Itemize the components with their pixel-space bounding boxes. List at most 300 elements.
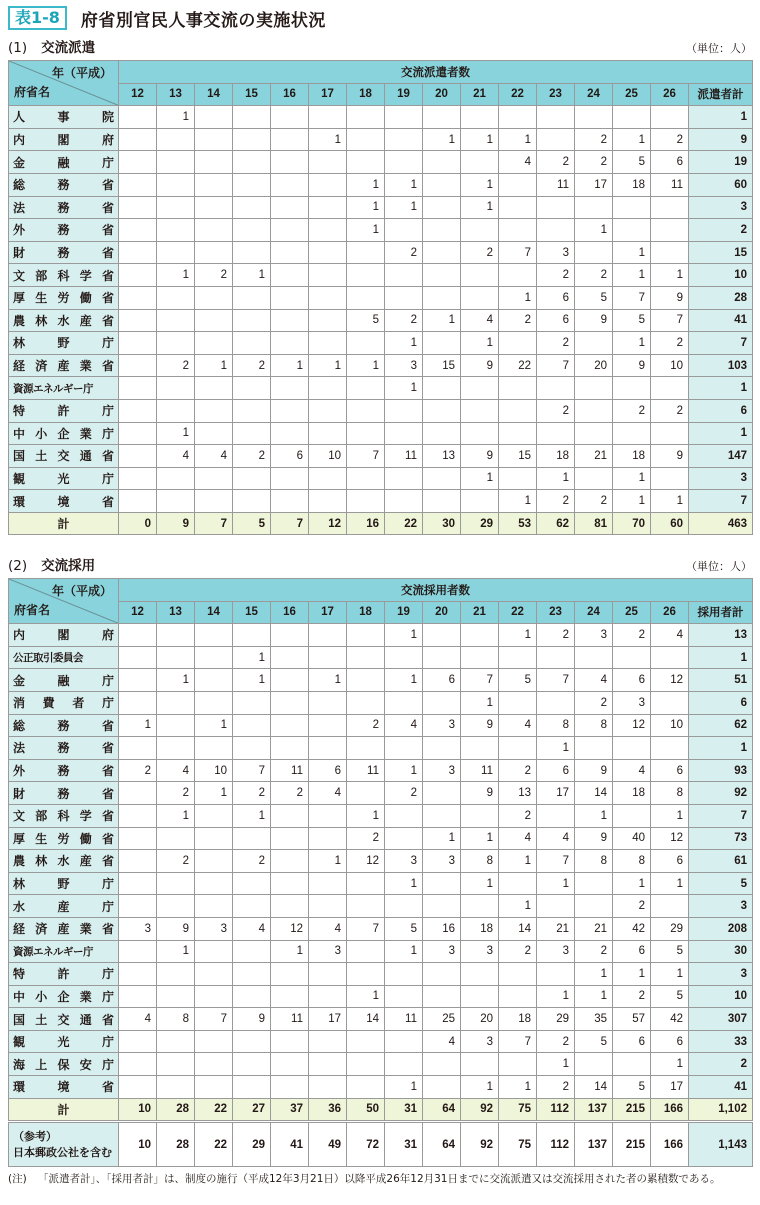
value-cell	[385, 399, 423, 422]
value-cell: 4	[119, 1008, 157, 1031]
value-cell	[499, 691, 537, 714]
year-axis-label: 年（平成）	[51, 66, 112, 80]
value-cell	[157, 309, 195, 332]
ministry-name: 人 事 院	[9, 106, 119, 129]
value-cell	[423, 985, 461, 1008]
table-row	[9, 963, 753, 986]
year-header: 21	[461, 83, 499, 106]
value-cell	[651, 377, 689, 400]
value-cell	[575, 1053, 613, 1076]
value-cell	[499, 377, 537, 400]
value-cell: 6	[271, 445, 309, 468]
value-cell: 9	[461, 714, 499, 737]
ministry-name: 資源エネルギー庁	[9, 940, 119, 963]
value-cell	[499, 106, 537, 129]
table-row	[9, 782, 753, 805]
value-cell	[423, 737, 461, 760]
value-cell: 2	[233, 782, 271, 805]
year-header: 16	[271, 83, 309, 106]
sum-cell: 30	[423, 512, 461, 535]
value-cell	[195, 422, 233, 445]
value-cell	[613, 737, 651, 760]
value-cell: 1	[499, 286, 537, 309]
sum-cell: 50	[347, 1098, 385, 1121]
value-cell: 2	[195, 264, 233, 287]
year-header: 13	[157, 601, 195, 624]
value-cell: 7	[195, 1008, 233, 1031]
ministry-name: 特 許 庁	[9, 399, 119, 422]
value-cell	[271, 669, 309, 692]
value-cell: 2	[499, 309, 537, 332]
value-cell: 9	[575, 827, 613, 850]
row-total: 3	[689, 196, 753, 219]
value-cell: 1	[271, 354, 309, 377]
ministry-name: 消 費 者 庁	[9, 691, 119, 714]
value-cell	[271, 714, 309, 737]
sum-cell: 60	[651, 512, 689, 535]
value-cell: 1	[651, 1053, 689, 1076]
value-cell	[233, 151, 271, 174]
value-cell	[651, 422, 689, 445]
value-cell	[651, 196, 689, 219]
value-cell	[347, 1076, 385, 1099]
value-cell: 5	[651, 985, 689, 1008]
value-cell	[613, 1053, 651, 1076]
value-cell	[347, 151, 385, 174]
value-cell: 16	[423, 917, 461, 940]
value-cell	[347, 128, 385, 151]
value-cell: 2	[575, 940, 613, 963]
group-header: 交流採用者数	[119, 579, 753, 602]
value-cell: 1	[537, 985, 575, 1008]
value-cell: 12	[651, 669, 689, 692]
table-row	[9, 804, 753, 827]
table-row	[9, 106, 753, 129]
value-cell	[119, 804, 157, 827]
value-cell	[423, 1076, 461, 1099]
sum-cell: 215	[613, 1098, 651, 1121]
section2-unit: （単位：人）	[686, 560, 752, 573]
ministry-name: 外 務 省	[9, 759, 119, 782]
year-header: 23	[537, 601, 575, 624]
total-header: 派遣者計	[689, 83, 753, 106]
value-cell: 6	[537, 759, 575, 782]
value-cell	[271, 1053, 309, 1076]
year-header: 19	[385, 83, 423, 106]
value-cell	[461, 151, 499, 174]
value-cell	[423, 963, 461, 986]
value-cell: 1	[461, 1076, 499, 1099]
value-cell	[271, 691, 309, 714]
value-cell	[499, 219, 537, 242]
value-cell	[195, 399, 233, 422]
sum-cell: 166	[651, 1098, 689, 1121]
value-cell: 12	[271, 917, 309, 940]
table-row	[9, 850, 753, 873]
value-cell	[499, 985, 537, 1008]
value-cell: 3	[119, 917, 157, 940]
sum-cell: 92	[461, 1098, 499, 1121]
value-cell	[613, 106, 651, 129]
value-cell	[385, 691, 423, 714]
ministry-name: 総 務 省	[9, 714, 119, 737]
value-cell	[347, 286, 385, 309]
value-cell: 3	[385, 354, 423, 377]
value-cell	[309, 377, 347, 400]
value-cell	[119, 264, 157, 287]
value-cell	[347, 1053, 385, 1076]
year-header: 15	[233, 601, 271, 624]
value-cell	[119, 872, 157, 895]
value-cell: 4	[499, 714, 537, 737]
value-cell: 3	[195, 917, 233, 940]
value-cell	[157, 624, 195, 647]
value-cell: 2	[613, 985, 651, 1008]
value-cell: 8	[575, 714, 613, 737]
value-cell: 1	[157, 669, 195, 692]
value-cell	[157, 714, 195, 737]
value-cell: 2	[385, 241, 423, 264]
value-cell	[271, 895, 309, 918]
value-cell	[157, 985, 195, 1008]
value-cell: 1	[233, 804, 271, 827]
reference-cell: 28	[157, 1123, 195, 1167]
value-cell: 7	[537, 850, 575, 873]
value-cell	[347, 872, 385, 895]
value-cell	[461, 219, 499, 242]
value-cell: 7	[499, 1030, 537, 1053]
value-cell: 1	[613, 963, 651, 986]
value-cell	[195, 490, 233, 513]
value-cell	[271, 827, 309, 850]
year-header: 13	[157, 83, 195, 106]
ministry-name: 内 閣 府	[9, 624, 119, 647]
value-cell: 5	[651, 940, 689, 963]
value-cell: 1	[575, 219, 613, 242]
value-cell: 18	[613, 173, 651, 196]
value-cell	[309, 985, 347, 1008]
value-cell: 7	[347, 917, 385, 940]
value-cell	[499, 399, 537, 422]
value-cell	[385, 737, 423, 760]
value-cell	[271, 850, 309, 873]
table-row	[9, 1053, 753, 1076]
value-cell	[537, 691, 575, 714]
value-cell: 4	[423, 1030, 461, 1053]
value-cell: 9	[461, 782, 499, 805]
value-cell	[537, 377, 575, 400]
value-cell	[271, 173, 309, 196]
ministry-name: 資源エネルギー庁	[9, 377, 119, 400]
value-cell: 6	[651, 850, 689, 873]
value-cell	[233, 1076, 271, 1099]
value-cell	[271, 377, 309, 400]
value-cell	[271, 1030, 309, 1053]
sum-cell: 75	[499, 1098, 537, 1121]
value-cell	[423, 1053, 461, 1076]
row-total: 51	[689, 669, 753, 692]
value-cell	[119, 467, 157, 490]
row-total: 60	[689, 173, 753, 196]
ministry-name: 観 光 庁	[9, 467, 119, 490]
value-cell	[195, 624, 233, 647]
value-cell: 1	[651, 963, 689, 986]
value-cell	[157, 128, 195, 151]
section1-title: 交流派遣	[41, 40, 96, 56]
value-cell	[499, 196, 537, 219]
value-cell: 5	[347, 309, 385, 332]
sum-cell: 9	[157, 512, 195, 535]
value-cell: 8	[651, 782, 689, 805]
value-cell	[233, 399, 271, 422]
value-cell: 7	[651, 309, 689, 332]
ministry-name: 内 閣 府	[9, 128, 119, 151]
table-row	[9, 759, 753, 782]
year-header: 20	[423, 83, 461, 106]
value-cell	[119, 669, 157, 692]
value-cell: 2	[499, 759, 537, 782]
value-cell	[461, 377, 499, 400]
value-cell	[157, 1053, 195, 1076]
value-cell	[233, 985, 271, 1008]
value-cell: 6	[613, 940, 651, 963]
value-cell	[309, 219, 347, 242]
value-cell	[385, 1030, 423, 1053]
value-cell	[575, 241, 613, 264]
value-cell	[423, 624, 461, 647]
value-cell: 1	[233, 669, 271, 692]
value-cell: 4	[651, 624, 689, 647]
table-row	[9, 895, 753, 918]
row-total: 33	[689, 1030, 753, 1053]
year-header: 15	[233, 83, 271, 106]
value-cell	[347, 399, 385, 422]
value-cell	[233, 128, 271, 151]
value-cell: 1	[651, 804, 689, 827]
value-cell: 9	[157, 917, 195, 940]
value-cell: 35	[575, 1008, 613, 1031]
value-cell: 2	[347, 714, 385, 737]
ministry-name: 厚 生 労 働 省	[9, 827, 119, 850]
value-cell	[385, 827, 423, 850]
value-cell: 5	[575, 1030, 613, 1053]
value-cell: 2	[233, 445, 271, 468]
value-cell	[119, 399, 157, 422]
value-cell	[271, 624, 309, 647]
row-total: 3	[689, 963, 753, 986]
value-cell: 1	[613, 264, 651, 287]
value-cell	[271, 219, 309, 242]
value-cell	[651, 646, 689, 669]
recruitment-table	[8, 578, 753, 1121]
value-cell	[347, 106, 385, 129]
value-cell: 4	[157, 759, 195, 782]
value-cell: 5	[613, 309, 651, 332]
table-row	[9, 872, 753, 895]
value-cell	[195, 286, 233, 309]
table-row	[9, 332, 753, 355]
year-header: 24	[575, 601, 613, 624]
value-cell: 9	[461, 354, 499, 377]
reference-cell: 10	[119, 1123, 157, 1167]
value-cell: 2	[613, 399, 651, 422]
row-total: 73	[689, 827, 753, 850]
value-cell: 2	[575, 691, 613, 714]
value-cell: 4	[157, 445, 195, 468]
value-cell: 4	[233, 917, 271, 940]
value-cell	[309, 646, 347, 669]
value-cell	[195, 872, 233, 895]
value-cell	[651, 467, 689, 490]
reference-cell: 166	[651, 1123, 689, 1167]
year-header: 25	[613, 83, 651, 106]
year-header: 26	[651, 83, 689, 106]
value-cell	[119, 490, 157, 513]
ministry-name: 金 融 庁	[9, 151, 119, 174]
value-cell	[575, 872, 613, 895]
value-cell	[233, 309, 271, 332]
year-header: 20	[423, 601, 461, 624]
value-cell	[157, 963, 195, 986]
value-cell	[119, 963, 157, 986]
value-cell: 1	[499, 128, 537, 151]
value-cell	[309, 1053, 347, 1076]
value-cell	[195, 106, 233, 129]
row-total: 15	[689, 241, 753, 264]
row-total: 5	[689, 872, 753, 895]
ministry-name: 法 務 省	[9, 196, 119, 219]
value-cell: 6	[651, 151, 689, 174]
row-total: 208	[689, 917, 753, 940]
value-cell	[423, 490, 461, 513]
value-cell	[309, 173, 347, 196]
value-cell	[309, 804, 347, 827]
value-cell	[233, 963, 271, 986]
value-cell	[157, 827, 195, 850]
value-cell	[461, 895, 499, 918]
value-cell: 8	[461, 850, 499, 873]
value-cell: 1	[651, 264, 689, 287]
value-cell	[461, 106, 499, 129]
value-cell: 1	[119, 714, 157, 737]
value-cell: 42	[651, 1008, 689, 1031]
value-cell	[157, 467, 195, 490]
table-row	[9, 714, 753, 737]
table-row	[9, 173, 753, 196]
value-cell	[119, 737, 157, 760]
value-cell: 2	[575, 490, 613, 513]
row-total: 7	[689, 332, 753, 355]
year-header: 22	[499, 601, 537, 624]
value-cell	[461, 1053, 499, 1076]
value-cell	[385, 219, 423, 242]
value-cell	[423, 196, 461, 219]
value-cell: 1	[385, 872, 423, 895]
value-cell: 2	[651, 332, 689, 355]
value-cell	[651, 219, 689, 242]
value-cell: 29	[537, 1008, 575, 1031]
reference-total: 1,143	[689, 1123, 753, 1167]
value-cell	[195, 1053, 233, 1076]
value-cell	[119, 940, 157, 963]
value-cell: 1	[347, 173, 385, 196]
value-cell	[537, 895, 575, 918]
ministry-axis-label: 府省名	[14, 603, 51, 618]
value-cell: 3	[461, 1030, 499, 1053]
value-cell	[233, 940, 271, 963]
year-header: 25	[613, 601, 651, 624]
row-total: 9	[689, 128, 753, 151]
value-cell: 21	[537, 917, 575, 940]
value-cell	[651, 895, 689, 918]
sum-cell: 10	[119, 1098, 157, 1121]
sum-cell: 22	[195, 1098, 233, 1121]
section2-title: 交流採用	[41, 558, 96, 574]
value-cell: 2	[537, 624, 575, 647]
row-total: 13	[689, 624, 753, 647]
value-cell: 1	[347, 354, 385, 377]
row-total: 147	[689, 445, 753, 468]
value-cell	[461, 737, 499, 760]
value-cell	[423, 399, 461, 422]
sum-cell: 53	[499, 512, 537, 535]
ministry-name: 総 務 省	[9, 173, 119, 196]
ministry-name: 農 林 水 産 省	[9, 850, 119, 873]
value-cell	[537, 219, 575, 242]
value-cell	[347, 737, 385, 760]
row-total: 19	[689, 151, 753, 174]
value-cell: 1	[499, 624, 537, 647]
value-cell: 2	[537, 332, 575, 355]
value-cell	[119, 151, 157, 174]
value-cell	[119, 377, 157, 400]
value-cell	[195, 241, 233, 264]
footnote	[8, 1172, 752, 1186]
value-cell	[119, 106, 157, 129]
value-cell: 10	[651, 354, 689, 377]
value-cell: 1	[461, 872, 499, 895]
year-header-row	[9, 601, 753, 624]
sum-cell: 28	[157, 1098, 195, 1121]
value-cell	[157, 646, 195, 669]
value-cell	[309, 714, 347, 737]
value-cell: 8	[613, 850, 651, 873]
value-cell: 1	[423, 128, 461, 151]
value-cell: 2	[537, 264, 575, 287]
sum-label: 計	[9, 512, 119, 535]
year-header: 18	[347, 601, 385, 624]
value-cell	[233, 691, 271, 714]
value-cell: 1	[309, 128, 347, 151]
table-row	[9, 241, 753, 264]
value-cell	[575, 646, 613, 669]
reference-cell: 137	[575, 1123, 613, 1167]
value-cell	[157, 1030, 195, 1053]
value-cell	[119, 241, 157, 264]
value-cell: 6	[613, 669, 651, 692]
value-cell	[537, 106, 575, 129]
value-cell	[119, 985, 157, 1008]
value-cell: 4	[613, 759, 651, 782]
value-cell: 1	[461, 691, 499, 714]
row-total: 1	[689, 646, 753, 669]
value-cell	[233, 286, 271, 309]
value-cell	[385, 963, 423, 986]
value-cell	[385, 286, 423, 309]
value-cell: 10	[309, 445, 347, 468]
value-cell	[347, 691, 385, 714]
value-cell: 1	[499, 1076, 537, 1099]
